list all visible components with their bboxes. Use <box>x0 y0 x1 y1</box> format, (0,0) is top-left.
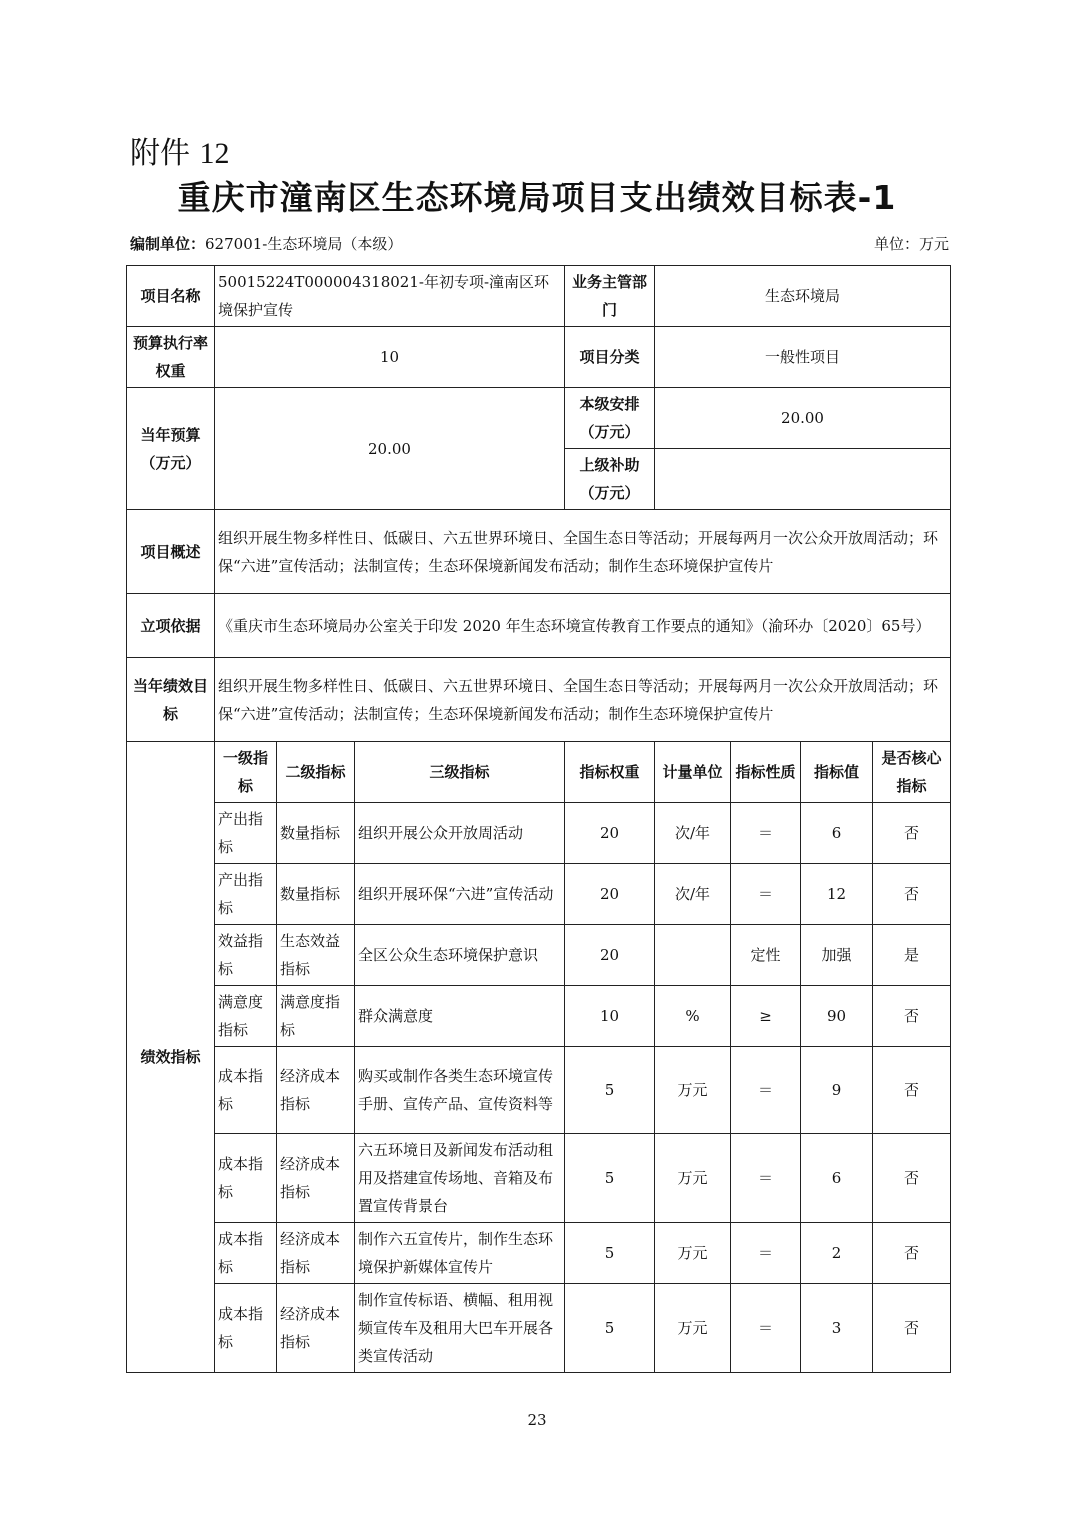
value-cell: 2 <box>801 1223 873 1284</box>
level1-cell: 满意度指标 <box>215 986 277 1047</box>
attachment-label <box>130 128 230 172</box>
indicators-section-label: 绩效指标 <box>127 742 215 1373</box>
level3-cell: 群众满意度 <box>355 986 565 1047</box>
level3-cell: 组织开展公众开放周活动 <box>355 803 565 864</box>
weight-cell: 5 <box>565 1047 655 1134</box>
indicator-row <box>127 1047 951 1134</box>
indicator-row <box>127 986 951 1047</box>
header-core: 是否核心指标 <box>873 742 951 803</box>
overview-label: 项目概述 <box>127 510 215 594</box>
overview-text: 组织开展生物多样性日、低碳日、六五世界环境日、全国生态日等活动；开展每两月一次公众开放周活动；环保“六进”宣传活动；法制宣传；生态环保境新闻发布活动；制作生态环境保护宣传片 <box>215 510 951 594</box>
performance-table <box>126 265 951 1373</box>
basis-text: 《重庆市生态环境局办公室关于印发 2020 年生态环境宣传教育工作要点的通知》（渝环办〔2020〕65号） <box>215 594 951 658</box>
core-cell: 否 <box>873 1047 951 1134</box>
level2-cell: 满意度指标 <box>277 986 355 1047</box>
dept-value: 生态环境局 <box>655 266 951 327</box>
level1-cell: 成本指标 <box>215 1284 277 1373</box>
weight-cell: 5 <box>565 1223 655 1284</box>
value-cell: 6 <box>801 803 873 864</box>
level1-cell: 产出指标 <box>215 803 277 864</box>
basis-label: 立项依据 <box>127 594 215 658</box>
goal-label: 当年绩效目标 <box>127 658 215 742</box>
nature-cell: ＝ <box>731 864 801 925</box>
value-cell: 90 <box>801 986 873 1047</box>
level2-cell: 经济成本指标 <box>277 1047 355 1134</box>
unit-cell: 万元 <box>655 1284 731 1373</box>
level2-cell: 经济成本指标 <box>277 1223 355 1284</box>
weight-cell: 20 <box>565 925 655 986</box>
unit-cell: 万元 <box>655 1223 731 1284</box>
weight-label: 预算执行率权重 <box>127 327 215 388</box>
unit-cell: 万元 <box>655 1047 731 1134</box>
budget-value: 20.00 <box>215 388 565 510</box>
level3-cell: 六五环境日及新闻发布活动租用及搭建宣传场地、音箱及布置宣传背景台 <box>355 1134 565 1223</box>
goal-text: 组织开展生物多样性日、低碳日、六五世界环境日、全国生态日等活动；开展每两月一次公众开放周活动；环保“六进”宣传活动；法制宣传；生态环保境新闻发布活动；制作生态环境保护宣传片 <box>215 658 951 742</box>
level3-cell: 购买或制作各类生态环境宣传手册、宣传产品、宣传资料等 <box>355 1047 565 1134</box>
header-weight: 指标权重 <box>565 742 655 803</box>
header-level2: 二级指标 <box>277 742 355 803</box>
indicator-row <box>127 1134 951 1223</box>
core-cell: 否 <box>873 1284 951 1373</box>
level2-cell: 生态效益指标 <box>277 925 355 986</box>
core-cell: 否 <box>873 1223 951 1284</box>
indicator-row <box>127 925 951 986</box>
local-funding-value: 20.00 <box>655 388 951 449</box>
attachment-number: 12 <box>199 137 230 170</box>
level2-cell: 经济成本指标 <box>277 1284 355 1373</box>
project-name-value: 50015224T000004318021-年初专项-潼南区环境保护宣传 <box>215 266 565 327</box>
header-level1: 一级指标 <box>215 742 277 803</box>
currency-unit: 单位：万元 <box>873 235 949 253</box>
budget-label: 当年预算（万元） <box>127 388 215 510</box>
upper-subsidy-value <box>655 449 951 510</box>
nature-cell: ＝ <box>731 1284 801 1373</box>
level3-cell: 制作宣传标语、横幅、租用视频宣传车及租用大巴车开展各类宣传活动 <box>355 1284 565 1373</box>
indicator-row <box>127 1223 951 1284</box>
compiling-unit <box>130 233 402 254</box>
unit-cell: % <box>655 986 731 1047</box>
indicator-row <box>127 803 951 864</box>
unit-cell: 次/年 <box>655 803 731 864</box>
nature-cell: ＝ <box>731 803 801 864</box>
weight-value: 10 <box>215 327 565 388</box>
compiling-unit-value: 627001-生态环境局（本级） <box>205 235 403 253</box>
value-cell: 9 <box>801 1047 873 1134</box>
weight-cell: 10 <box>565 986 655 1047</box>
nature-cell: 定性 <box>731 925 801 986</box>
header-value: 指标值 <box>801 742 873 803</box>
level1-cell: 产出指标 <box>215 864 277 925</box>
attachment-text: 附件 <box>130 136 190 171</box>
nature-cell: ≥ <box>731 986 801 1047</box>
category-label: 项目分类 <box>565 327 655 388</box>
core-cell: 是 <box>873 925 951 986</box>
level2-cell: 数量指标 <box>277 803 355 864</box>
level1-cell: 效益指标 <box>215 925 277 986</box>
page-number: 23 <box>527 1411 547 1429</box>
unit-cell: 万元 <box>655 1134 731 1223</box>
value-cell: 加强 <box>801 925 873 986</box>
core-cell: 否 <box>873 864 951 925</box>
nature-cell: ＝ <box>731 1047 801 1134</box>
level1-cell: 成本指标 <box>215 1047 277 1134</box>
project-name-label: 项目名称 <box>127 266 215 327</box>
header-unit: 计量单位 <box>655 742 731 803</box>
page-title: 重庆市潼南区生态环境局项目支出绩效目标表-1 <box>177 178 897 217</box>
indicator-row <box>127 1284 951 1373</box>
value-cell: 6 <box>801 1134 873 1223</box>
value-cell: 3 <box>801 1284 873 1373</box>
weight-cell: 5 <box>565 1284 655 1373</box>
level3-cell: 组织开展环保“六进”宣传活动 <box>355 864 565 925</box>
value-cell: 12 <box>801 864 873 925</box>
level1-cell: 成本指标 <box>215 1223 277 1284</box>
header-level3: 三级指标 <box>355 742 565 803</box>
weight-cell: 20 <box>565 803 655 864</box>
unit-cell <box>655 925 731 986</box>
local-funding-label: 本级安排（万元） <box>565 388 655 449</box>
indicator-row <box>127 864 951 925</box>
dept-label: 业务主管部门 <box>565 266 655 327</box>
compiling-unit-label: 编制单位： <box>130 235 206 253</box>
header-nature: 指标性质 <box>731 742 801 803</box>
nature-cell: ＝ <box>731 1134 801 1223</box>
weight-cell: 20 <box>565 864 655 925</box>
core-cell: 否 <box>873 986 951 1047</box>
level2-cell: 经济成本指标 <box>277 1134 355 1223</box>
nature-cell: ＝ <box>731 1223 801 1284</box>
unit-cell: 次/年 <box>655 864 731 925</box>
level3-cell: 制作六五宣传片，制作生态环境保护新媒体宣传片 <box>355 1223 565 1284</box>
core-cell: 否 <box>873 1134 951 1223</box>
category-value: 一般性项目 <box>655 327 951 388</box>
level2-cell: 数量指标 <box>277 864 355 925</box>
core-cell: 否 <box>873 803 951 864</box>
weight-cell: 5 <box>565 1134 655 1223</box>
level1-cell: 成本指标 <box>215 1134 277 1223</box>
level3-cell: 全区公众生态环境保护意识 <box>355 925 565 986</box>
upper-subsidy-label: 上级补助（万元） <box>565 449 655 510</box>
